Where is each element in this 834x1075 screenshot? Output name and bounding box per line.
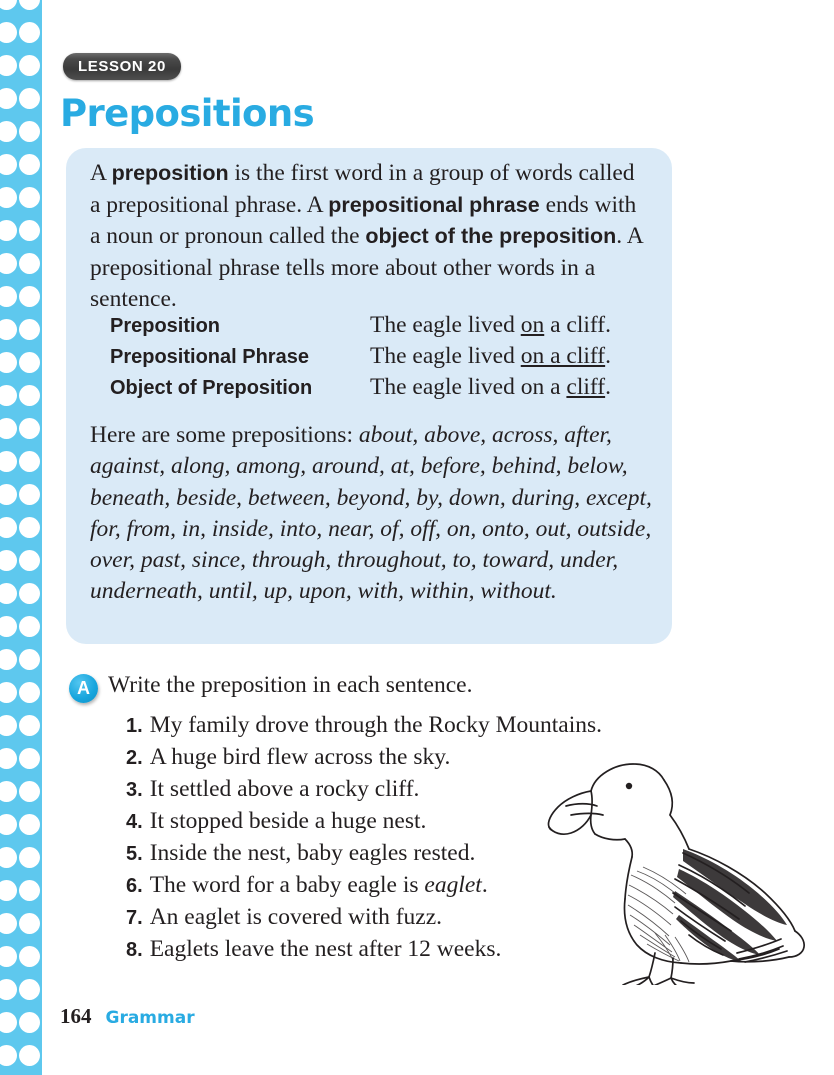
definition-term: preposition [111,161,229,185]
exercise-item-number: 4. [126,811,143,833]
italic-word: eaglet [424,872,482,898]
definition-text: A [90,160,112,186]
decorative-wave-border [0,0,42,1075]
example-sentence [370,374,611,401]
sentence-text: a cliff. [544,312,612,338]
exercise-item-number: 8. [126,939,143,961]
exercise-item-text: My family drove through the Rocky Mountains. [149,712,603,738]
example-sentence [370,343,611,370]
exercise-item-text: It stopped beside a huge nest. [149,808,427,834]
example-row [110,343,655,374]
exercise-item-text: Eaglets leave the nest after 12 weeks. [149,936,502,962]
exercise-item-text: A huge bird flew across the sky. [149,744,451,770]
definition-term: prepositional phrase [328,192,540,217]
sentence-text: The eagle lived on a [370,374,567,400]
lesson-badge: LESSON 20 [63,53,181,80]
bald-eagle-illustration [533,753,818,985]
exercise-item-number: 7. [126,907,143,929]
example-sentence [370,312,611,339]
rule-definition-text [90,158,648,316]
underlined-part: cliff [566,374,606,400]
exercise-item-number: 5. [126,843,143,865]
wave-scallop-row [0,1056,42,1075]
exercise-instruction: Write the preposition in each sentence. [108,672,473,698]
exercise-item-number: 6. [126,875,143,897]
exercise-item [126,712,706,744]
example-row [110,374,655,405]
preposition-list [90,420,656,608]
underlined-part: on a cliff [520,343,606,369]
page-title: Prepositions [60,92,315,135]
sentence-text: The eagle lived [370,312,521,338]
definition-text: ends with a noun or pronoun called the [90,191,637,249]
example-label: Preposition [110,315,221,337]
definition-term: object of the preposition [365,224,617,248]
exercise-item-text: It settled above a rocky cliff. [149,776,420,802]
example-row [110,312,655,343]
exercise-item-number: 3. [126,779,143,801]
preposition-words: about, above, across, after, against, along, among, around, at, before, behind, below, beneath, beside, between, beyond, by, down, during, except, for, from, in, inside, into, near, of, off, on, onto, out, outside, over, past, since, through, throughout, to, toward, under, underneath, until, up, upon, with, within, without. [90,422,652,605]
sentence-text: The eagle lived [370,343,521,369]
exercise-item-text: Inside the nest, baby eagles rested. [149,840,476,866]
sentence-text: . [605,343,612,369]
example-label: Object of Preposition [110,377,313,399]
definition-text: . A prepositional phrase tells more about other words in a sentence. [90,223,643,312]
exercise-item-number: 1. [126,715,143,737]
exercise-item-text: The word for a baby eagle is eaglet. [149,872,488,898]
exercise-item-number: 2. [126,747,143,769]
sentence-text: . [605,374,611,400]
preposition-list-intro: Here are some prepositions: [90,422,359,448]
footer [60,1004,195,1029]
page-number: 164 [60,1004,92,1028]
section-label: Grammar [105,1008,195,1028]
example-rows [110,312,655,405]
exercise-item-text: An eaglet is covered with fuzz. [149,904,443,930]
exercise-badge-a: A [69,674,98,703]
definition-text: is the first word in a group of words called a prepositional phrase. A [90,160,635,218]
rule-box [66,148,672,644]
example-label: Prepositional Phrase [110,346,309,368]
underlined-part: on [520,312,545,338]
